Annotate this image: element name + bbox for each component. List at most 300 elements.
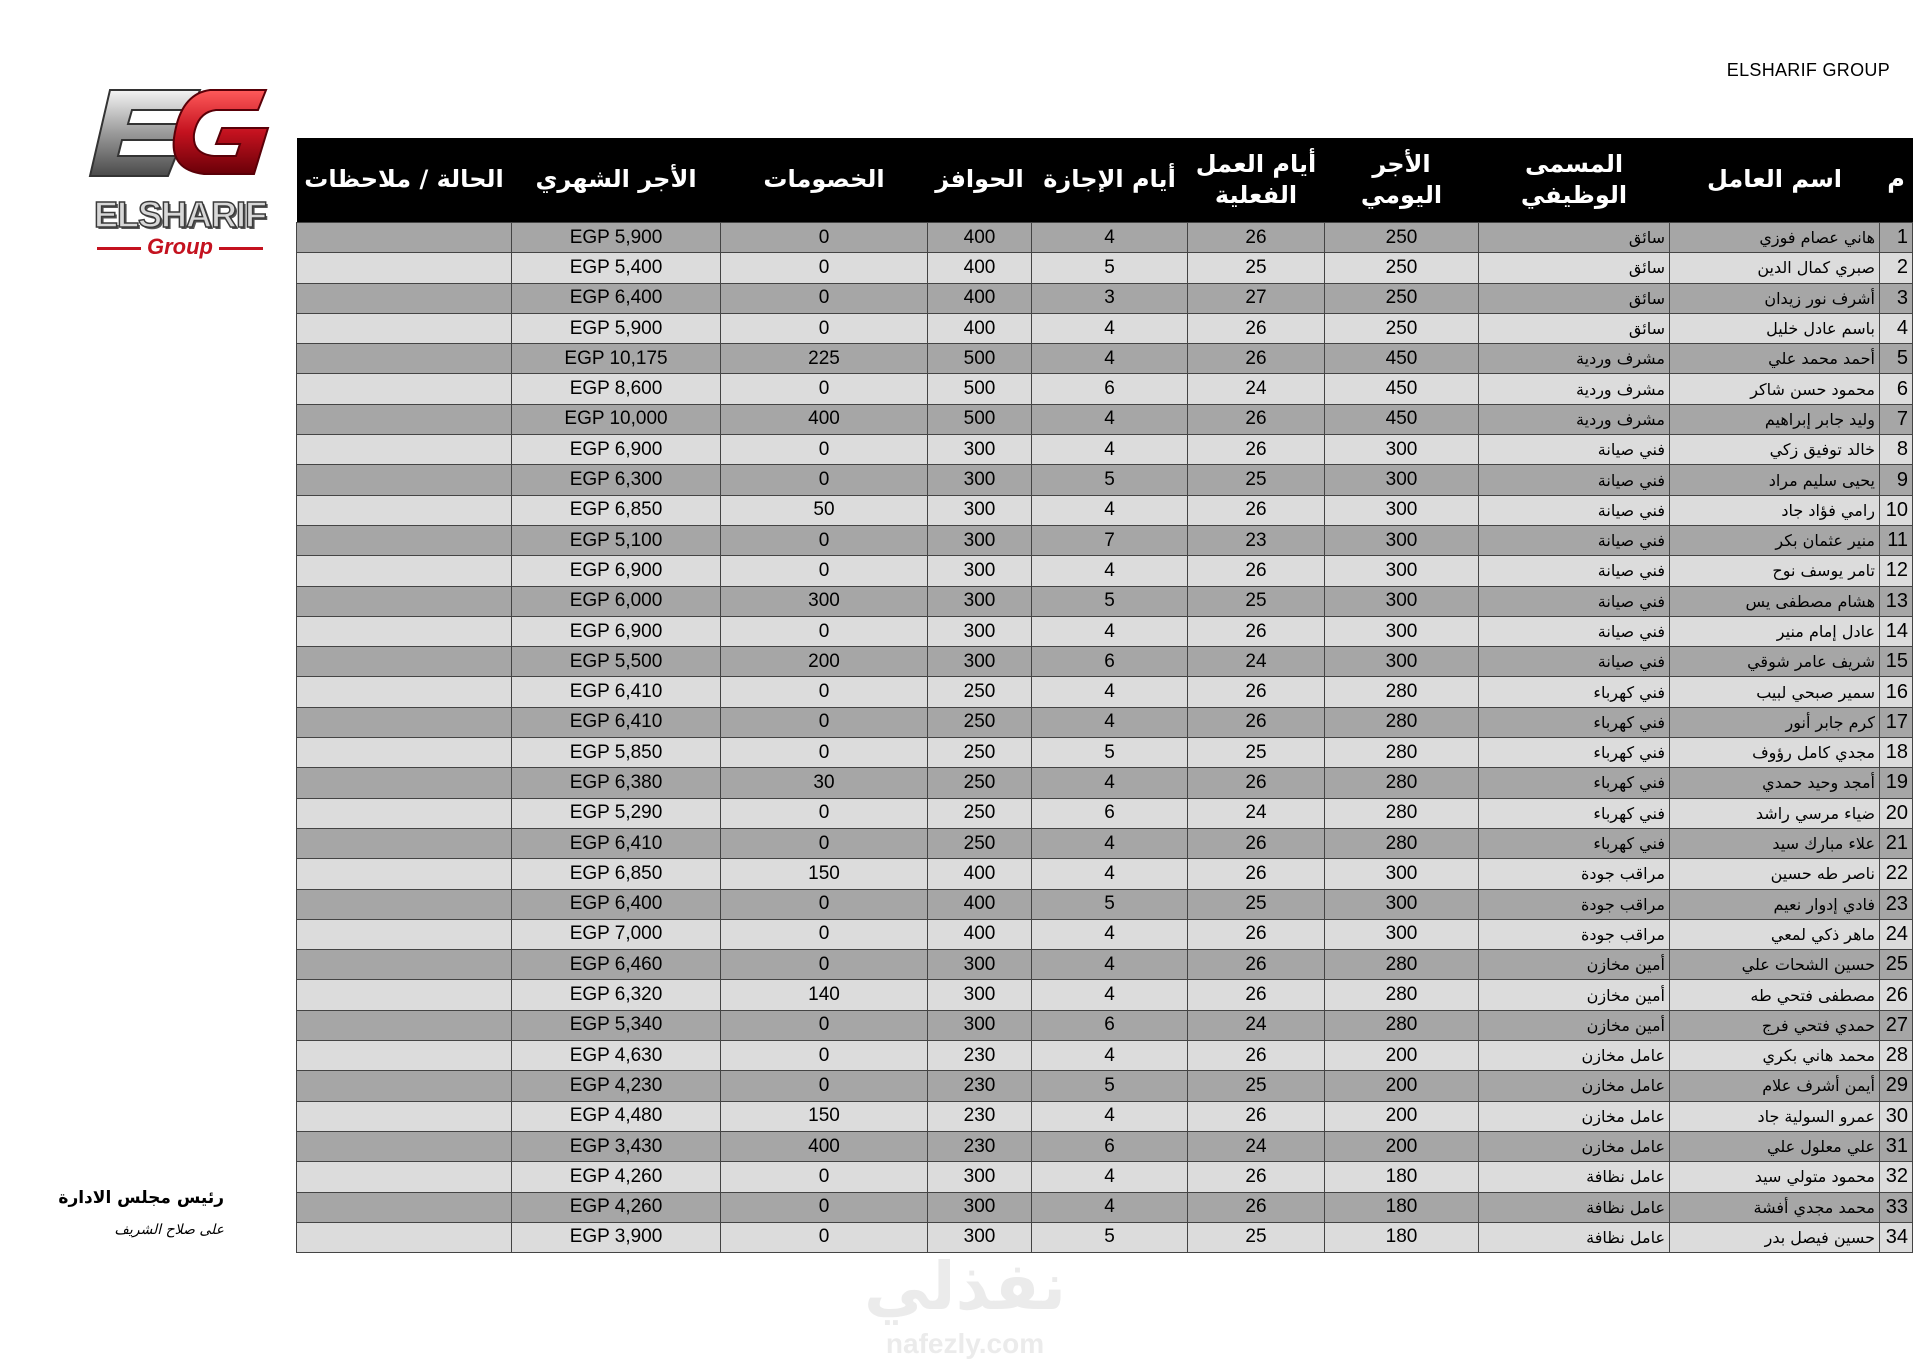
deductions: 150 xyxy=(721,859,928,889)
notes-cell xyxy=(297,223,512,253)
employee-name: محمد مجدي أفشة xyxy=(1670,1192,1880,1222)
job-title: مراقب جودة xyxy=(1479,889,1670,919)
table-row xyxy=(297,344,1913,374)
table-row xyxy=(297,1222,1913,1252)
employee-name: هاني عصام فوزي xyxy=(1670,223,1880,253)
row-index: 10 xyxy=(1880,495,1913,525)
employee-name: باسم عادل خليل xyxy=(1670,313,1880,343)
leave-days: 4 xyxy=(1032,556,1188,586)
leave-days: 4 xyxy=(1032,950,1188,980)
watermark-url: nafezly.com xyxy=(885,1328,1045,1359)
incentives: 300 xyxy=(928,616,1032,646)
leave-days: 6 xyxy=(1032,1010,1188,1040)
deductions: 0 xyxy=(721,828,928,858)
table-row xyxy=(297,1071,1913,1101)
notes-cell xyxy=(297,313,512,343)
employee-name: منير عثمان بكر xyxy=(1670,525,1880,555)
job-title: فني كهرباء xyxy=(1479,738,1670,768)
incentives: 230 xyxy=(928,1131,1032,1161)
incentives: 500 xyxy=(928,344,1032,374)
work-days: 26 xyxy=(1188,616,1325,646)
notes-cell xyxy=(297,283,512,313)
incentives: 300 xyxy=(928,495,1032,525)
daily-wage: 300 xyxy=(1325,859,1479,889)
incentives: 500 xyxy=(928,374,1032,404)
monthly-wage: EGP 5,500 xyxy=(512,647,721,677)
monthly-wage: EGP 4,260 xyxy=(512,1192,721,1222)
monthly-wage: EGP 10,175 xyxy=(512,344,721,374)
job-title: فني صيانة xyxy=(1479,495,1670,525)
job-title: فني صيانة xyxy=(1479,586,1670,616)
notes-cell xyxy=(297,677,512,707)
row-index: 16 xyxy=(1880,677,1913,707)
leave-days: 5 xyxy=(1032,889,1188,919)
monthly-wage: EGP 6,300 xyxy=(512,465,721,495)
deductions: 0 xyxy=(721,435,928,465)
table-row xyxy=(297,677,1913,707)
monthly-wage: EGP 5,290 xyxy=(512,798,721,828)
row-index: 34 xyxy=(1880,1222,1913,1252)
daily-wage: 280 xyxy=(1325,980,1479,1010)
job-title: فني كهرباء xyxy=(1479,798,1670,828)
daily-wage: 300 xyxy=(1325,465,1479,495)
employee-name: يحيى سليم مراد xyxy=(1670,465,1880,495)
monthly-wage: EGP 5,100 xyxy=(512,525,721,555)
work-days: 26 xyxy=(1188,1101,1325,1131)
notes-cell xyxy=(297,344,512,374)
notes-cell xyxy=(297,1162,512,1192)
leave-days: 3 xyxy=(1032,283,1188,313)
deductions: 400 xyxy=(721,404,928,434)
leave-days: 5 xyxy=(1032,253,1188,283)
job-title: عامل مخازن xyxy=(1479,1071,1670,1101)
work-days: 25 xyxy=(1188,253,1325,283)
daily-wage: 250 xyxy=(1325,313,1479,343)
leave-days: 4 xyxy=(1032,677,1188,707)
row-index: 27 xyxy=(1880,1010,1913,1040)
employee-name: علاء مبارك سيد xyxy=(1670,828,1880,858)
leave-days: 4 xyxy=(1032,1101,1188,1131)
incentives: 300 xyxy=(928,980,1032,1010)
leave-days: 5 xyxy=(1032,738,1188,768)
notes-cell xyxy=(297,374,512,404)
employee-name: أحمد محمد علي xyxy=(1670,344,1880,374)
row-index: 21 xyxy=(1880,828,1913,858)
leave-days: 4 xyxy=(1032,616,1188,646)
employee-name: وليد جابر إبراهيم xyxy=(1670,404,1880,434)
deductions: 0 xyxy=(721,707,928,737)
employee-name: أمجد وحيد حمدي xyxy=(1670,768,1880,798)
table-row xyxy=(297,647,1913,677)
leave-days: 4 xyxy=(1032,828,1188,858)
job-title: فني صيانة xyxy=(1479,465,1670,495)
deductions: 0 xyxy=(721,313,928,343)
incentives: 300 xyxy=(928,465,1032,495)
work-days: 25 xyxy=(1188,586,1325,616)
notes-cell xyxy=(297,859,512,889)
daily-wage: 250 xyxy=(1325,283,1479,313)
row-index: 9 xyxy=(1880,465,1913,495)
employee-name: كرم جابر أنور xyxy=(1670,707,1880,737)
employee-name: عمرو السولية جاد xyxy=(1670,1101,1880,1131)
daily-wage: 280 xyxy=(1325,1010,1479,1040)
header-title: المسمى الوظيفي xyxy=(1479,138,1670,223)
job-title: فني كهرباء xyxy=(1479,768,1670,798)
deductions: 0 xyxy=(721,283,928,313)
leave-days: 7 xyxy=(1032,525,1188,555)
deductions: 200 xyxy=(721,647,928,677)
work-days: 26 xyxy=(1188,495,1325,525)
incentives: 250 xyxy=(928,677,1032,707)
employee-name: أشرف نور زيدان xyxy=(1670,283,1880,313)
deductions: 400 xyxy=(721,1131,928,1161)
job-title: مشرف وردية xyxy=(1479,344,1670,374)
daily-wage: 200 xyxy=(1325,1101,1479,1131)
monthly-wage: EGP 4,230 xyxy=(512,1071,721,1101)
notes-cell xyxy=(297,1041,512,1071)
leave-days: 4 xyxy=(1032,1162,1188,1192)
incentives: 400 xyxy=(928,253,1032,283)
monthly-wage: EGP 6,400 xyxy=(512,283,721,313)
deductions: 0 xyxy=(721,374,928,404)
monthly-wage: EGP 6,850 xyxy=(512,495,721,525)
monthly-wage: EGP 5,850 xyxy=(512,738,721,768)
table-row xyxy=(297,798,1913,828)
deductions: 225 xyxy=(721,344,928,374)
daily-wage: 200 xyxy=(1325,1131,1479,1161)
table-row xyxy=(297,404,1913,434)
work-days: 26 xyxy=(1188,768,1325,798)
work-days: 24 xyxy=(1188,374,1325,404)
row-index: 30 xyxy=(1880,1101,1913,1131)
job-title: عامل مخازن xyxy=(1479,1131,1670,1161)
notes-cell xyxy=(297,586,512,616)
employee-name: شريف عامر شوقي xyxy=(1670,647,1880,677)
notes-cell xyxy=(297,1222,512,1252)
table-row xyxy=(297,1131,1913,1161)
employee-name: حسين فيصل بدر xyxy=(1670,1222,1880,1252)
leave-days: 5 xyxy=(1032,465,1188,495)
work-days: 26 xyxy=(1188,404,1325,434)
daily-wage: 200 xyxy=(1325,1041,1479,1071)
table-row xyxy=(297,1192,1913,1222)
table-header-row xyxy=(297,138,1913,223)
header-work-days: أيام العمل الفعلية xyxy=(1188,138,1325,223)
table-row xyxy=(297,313,1913,343)
monthly-wage: EGP 6,410 xyxy=(512,707,721,737)
row-index: 7 xyxy=(1880,404,1913,434)
leave-days: 4 xyxy=(1032,313,1188,343)
row-index: 17 xyxy=(1880,707,1913,737)
deductions: 0 xyxy=(721,253,928,283)
monthly-wage: EGP 10,000 xyxy=(512,404,721,434)
logo-subtitle: Group xyxy=(80,234,280,260)
deductions: 0 xyxy=(721,889,928,919)
monthly-wage: EGP 6,900 xyxy=(512,556,721,586)
incentives: 300 xyxy=(928,1162,1032,1192)
table-row xyxy=(297,1010,1913,1040)
incentives: 250 xyxy=(928,828,1032,858)
monthly-wage: EGP 6,000 xyxy=(512,586,721,616)
row-index: 25 xyxy=(1880,950,1913,980)
table-row xyxy=(297,1162,1913,1192)
job-title: أمين مخازن xyxy=(1479,950,1670,980)
notes-cell xyxy=(297,1010,512,1040)
monthly-wage: EGP 6,410 xyxy=(512,677,721,707)
monthly-wage: EGP 6,320 xyxy=(512,980,721,1010)
employee-name: عادل إمام منير xyxy=(1670,616,1880,646)
leave-days: 5 xyxy=(1032,586,1188,616)
job-title: سائق xyxy=(1479,223,1670,253)
incentives: 400 xyxy=(928,889,1032,919)
daily-wage: 280 xyxy=(1325,828,1479,858)
notes-cell xyxy=(297,647,512,677)
leave-days: 4 xyxy=(1032,859,1188,889)
incentives: 230 xyxy=(928,1071,1032,1101)
table-row xyxy=(297,495,1913,525)
row-index: 22 xyxy=(1880,859,1913,889)
deductions: 0 xyxy=(721,556,928,586)
incentives: 400 xyxy=(928,313,1032,343)
job-title: فني صيانة xyxy=(1479,556,1670,586)
table-row xyxy=(297,707,1913,737)
notes-cell xyxy=(297,404,512,434)
monthly-wage: EGP 5,900 xyxy=(512,223,721,253)
notes-cell xyxy=(297,919,512,949)
row-index: 32 xyxy=(1880,1162,1913,1192)
incentives: 250 xyxy=(928,738,1032,768)
monthly-wage: EGP 6,460 xyxy=(512,950,721,980)
row-index: 31 xyxy=(1880,1131,1913,1161)
table-row xyxy=(297,828,1913,858)
deductions: 0 xyxy=(721,223,928,253)
leave-days: 5 xyxy=(1032,1222,1188,1252)
daily-wage: 280 xyxy=(1325,677,1479,707)
employee-name: خالد توفيق زكي xyxy=(1670,435,1880,465)
monthly-wage: EGP 6,410 xyxy=(512,828,721,858)
incentives: 250 xyxy=(928,707,1032,737)
daily-wage: 180 xyxy=(1325,1162,1479,1192)
table-row xyxy=(297,223,1913,253)
leave-days: 6 xyxy=(1032,647,1188,677)
incentives: 300 xyxy=(928,435,1032,465)
daily-wage: 300 xyxy=(1325,647,1479,677)
company-logo xyxy=(80,82,280,262)
daily-wage: 300 xyxy=(1325,919,1479,949)
header-leave-days: أيام الإجازة xyxy=(1032,138,1188,223)
chairman-title: رئيس مجلس الادارة xyxy=(58,1188,224,1208)
table-row xyxy=(297,465,1913,495)
notes-cell xyxy=(297,525,512,555)
work-days: 26 xyxy=(1188,1192,1325,1222)
table-row xyxy=(297,374,1913,404)
notes-cell xyxy=(297,465,512,495)
deductions: 140 xyxy=(721,980,928,1010)
work-days: 25 xyxy=(1188,738,1325,768)
leave-days: 4 xyxy=(1032,344,1188,374)
monthly-wage: EGP 6,900 xyxy=(512,435,721,465)
notes-cell xyxy=(297,435,512,465)
leave-days: 4 xyxy=(1032,707,1188,737)
table-row xyxy=(297,889,1913,919)
notes-cell xyxy=(297,253,512,283)
table-row xyxy=(297,919,1913,949)
monthly-wage: EGP 4,260 xyxy=(512,1162,721,1192)
table-row xyxy=(297,980,1913,1010)
table-row xyxy=(297,435,1913,465)
leave-days: 4 xyxy=(1032,1041,1188,1071)
employee-name: تامر يوسف نوح xyxy=(1670,556,1880,586)
notes-cell xyxy=(297,707,512,737)
monthly-wage: EGP 6,850 xyxy=(512,859,721,889)
job-title: فني صيانة xyxy=(1479,616,1670,646)
table-row xyxy=(297,1101,1913,1131)
work-days: 26 xyxy=(1188,707,1325,737)
incentives: 300 xyxy=(928,556,1032,586)
employee-name: رامي فؤاد جاد xyxy=(1670,495,1880,525)
company-name: ELSHARIF GROUP xyxy=(1726,60,1890,80)
incentives: 230 xyxy=(928,1041,1032,1071)
incentives: 400 xyxy=(928,223,1032,253)
incentives: 300 xyxy=(928,525,1032,555)
employee-name: ناصر طه حسين xyxy=(1670,859,1880,889)
employee-name: مصطفى فتحي طه xyxy=(1670,980,1880,1010)
table-row xyxy=(297,738,1913,768)
work-days: 24 xyxy=(1188,647,1325,677)
notes-cell xyxy=(297,768,512,798)
employee-name: ضياء مرسي راشد xyxy=(1670,798,1880,828)
row-index: 19 xyxy=(1880,768,1913,798)
employee-name: محمود متولي سيد xyxy=(1670,1162,1880,1192)
notes-cell xyxy=(297,616,512,646)
employee-name: مجدي كامل رؤوف xyxy=(1670,738,1880,768)
job-title: مشرف وردية xyxy=(1479,374,1670,404)
notes-cell xyxy=(297,1131,512,1161)
work-days: 26 xyxy=(1188,223,1325,253)
work-days: 26 xyxy=(1188,828,1325,858)
header-deductions: الخصومات xyxy=(721,138,928,223)
table-row xyxy=(297,556,1913,586)
deductions: 150 xyxy=(721,1101,928,1131)
daily-wage: 300 xyxy=(1325,435,1479,465)
job-title: أمين مخازن xyxy=(1479,980,1670,1010)
employee-name: فادي إدوار نعيم xyxy=(1670,889,1880,919)
row-index: 15 xyxy=(1880,647,1913,677)
employee-name: صبري كمال الدين xyxy=(1670,253,1880,283)
leave-days: 4 xyxy=(1032,768,1188,798)
work-days: 27 xyxy=(1188,283,1325,313)
notes-cell xyxy=(297,980,512,1010)
daily-wage: 280 xyxy=(1325,768,1479,798)
notes-cell xyxy=(297,1101,512,1131)
daily-wage: 300 xyxy=(1325,525,1479,555)
incentives: 250 xyxy=(928,768,1032,798)
notes-cell xyxy=(297,889,512,919)
job-title: سائق xyxy=(1479,283,1670,313)
leave-days: 4 xyxy=(1032,404,1188,434)
leave-days: 6 xyxy=(1032,374,1188,404)
notes-cell xyxy=(297,556,512,586)
table-row xyxy=(297,525,1913,555)
incentives: 500 xyxy=(928,404,1032,434)
monthly-wage: EGP 3,900 xyxy=(512,1222,721,1252)
work-days: 26 xyxy=(1188,556,1325,586)
row-index: 2 xyxy=(1880,253,1913,283)
deductions: 0 xyxy=(721,1162,928,1192)
leave-days: 6 xyxy=(1032,1131,1188,1161)
deductions: 0 xyxy=(721,465,928,495)
job-title: أمين مخازن xyxy=(1479,1010,1670,1040)
header-index: م xyxy=(1880,138,1913,223)
job-title: فني كهرباء xyxy=(1479,828,1670,858)
notes-cell xyxy=(297,738,512,768)
deductions: 0 xyxy=(721,1222,928,1252)
daily-wage: 180 xyxy=(1325,1222,1479,1252)
daily-wage: 280 xyxy=(1325,950,1479,980)
leave-days: 4 xyxy=(1032,495,1188,525)
deductions: 300 xyxy=(721,586,928,616)
header-notes: الحالة / ملاحظات xyxy=(297,138,512,223)
row-index: 14 xyxy=(1880,616,1913,646)
daily-wage: 450 xyxy=(1325,404,1479,434)
work-days: 26 xyxy=(1188,950,1325,980)
row-index: 8 xyxy=(1880,435,1913,465)
job-title: عامل نظافة xyxy=(1479,1162,1670,1192)
monthly-wage: EGP 7,000 xyxy=(512,919,721,949)
leave-days: 4 xyxy=(1032,919,1188,949)
watermark-arabic: نفذلي xyxy=(864,1248,1066,1325)
row-index: 5 xyxy=(1880,344,1913,374)
table-row xyxy=(297,283,1913,313)
deductions: 0 xyxy=(721,616,928,646)
row-index: 24 xyxy=(1880,919,1913,949)
work-days: 26 xyxy=(1188,919,1325,949)
leave-days: 6 xyxy=(1032,798,1188,828)
job-title: عامل مخازن xyxy=(1479,1041,1670,1071)
deductions: 0 xyxy=(721,919,928,949)
work-days: 26 xyxy=(1188,1162,1325,1192)
deductions: 0 xyxy=(721,1010,928,1040)
daily-wage: 300 xyxy=(1325,556,1479,586)
job-title: عامل نظافة xyxy=(1479,1192,1670,1222)
work-days: 25 xyxy=(1188,1222,1325,1252)
daily-wage: 280 xyxy=(1325,738,1479,768)
employee-name: هشام مصطفى يس xyxy=(1670,586,1880,616)
employee-name: أيمن أشرف علام xyxy=(1670,1071,1880,1101)
daily-wage: 300 xyxy=(1325,616,1479,646)
daily-wage: 300 xyxy=(1325,889,1479,919)
work-days: 25 xyxy=(1188,465,1325,495)
employee-name: محمود حسن شاكر xyxy=(1670,374,1880,404)
deductions: 0 xyxy=(721,738,928,768)
payroll-table xyxy=(296,138,1913,1253)
logo-wordmark: ELSHARIF xyxy=(94,194,266,235)
daily-wage: 300 xyxy=(1325,495,1479,525)
header-monthly-wage: الأجر الشهري xyxy=(512,138,721,223)
notes-cell xyxy=(297,828,512,858)
leave-days: 4 xyxy=(1032,980,1188,1010)
employee-name: سمير صبحي لبيب xyxy=(1670,677,1880,707)
work-days: 23 xyxy=(1188,525,1325,555)
deductions: 0 xyxy=(721,1192,928,1222)
monthly-wage: EGP 8,600 xyxy=(512,374,721,404)
job-title: عامل نظافة xyxy=(1479,1222,1670,1252)
table-row xyxy=(297,950,1913,980)
incentives: 230 xyxy=(928,1101,1032,1131)
job-title: مشرف وردية xyxy=(1479,404,1670,434)
eg-logo-icon xyxy=(80,82,280,202)
work-days: 26 xyxy=(1188,313,1325,343)
